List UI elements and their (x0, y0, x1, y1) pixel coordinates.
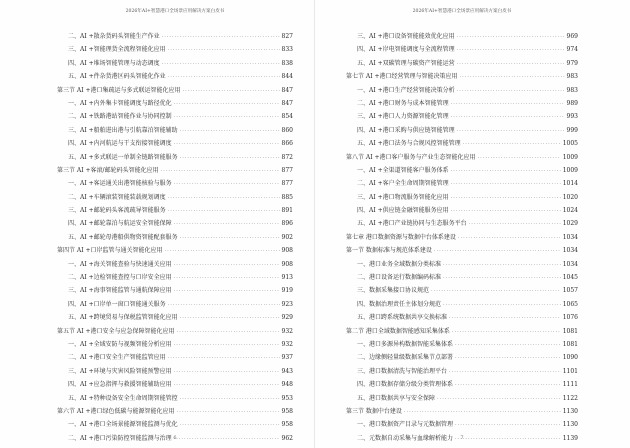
dot-leader (451, 164, 561, 177)
toc-entry-title: 第四节 AI +口岸监管与通关智能化应用 (57, 247, 163, 255)
toc-subsection-entry[interactable] (57, 271, 293, 284)
dot-leader (455, 351, 561, 364)
toc-entry-title: 二、港口设备运行数据编码标准 (357, 274, 442, 282)
toc-entry-page-number: 979 (566, 59, 578, 67)
toc-entry-page-number: 937 (281, 354, 293, 362)
toc-entry-page-number: 929 (281, 314, 293, 322)
toc-entry-title: 一、港口业务全域数据分类标准 (357, 260, 442, 268)
toc-entry-page-number: 943 (281, 367, 293, 375)
toc-subsection-entry[interactable] (346, 217, 578, 230)
toc-entry-title: 第三节 AI +客滚/邮轮码头智能化应用 (57, 166, 159, 174)
dot-leader (451, 204, 561, 217)
toc-entry-page-number: 969 (566, 32, 578, 40)
toc-entry-title: 三、AI +港口设备智能能效优化应用 (357, 32, 455, 40)
toc-subsection-entry[interactable] (57, 378, 293, 391)
toc-entry-page-number: 891 (281, 207, 293, 215)
toc-section-entry[interactable] (57, 325, 293, 338)
toc-section-entry[interactable] (57, 405, 293, 418)
toc-entry-title: 四、AI +内河航运与干支衔接智能调度 (68, 140, 172, 148)
toc-entry-title: 二、AI +铁路港站智能作业与协同控制 (68, 113, 172, 121)
toc-subsection-entry[interactable] (346, 164, 578, 177)
toc-entry-page-number: 1024 (562, 207, 578, 215)
toc-entry-title: 第三节 数据中台建设 (346, 407, 402, 415)
toc-entry-page-number: 958 (281, 407, 293, 415)
toc-entry-page-number: 847 (281, 86, 293, 94)
toc-entry-page-number: 919 (281, 287, 293, 295)
dot-leader (478, 151, 561, 164)
dot-leader (174, 378, 280, 391)
dot-leader (460, 70, 565, 83)
toc-subsection-entry[interactable] (346, 271, 578, 284)
toc-entry-page-number: 1034 (562, 233, 578, 241)
toc-entry-page-number: 999 (566, 126, 578, 134)
toc-entry-title: 二、AI +港口财务与成本智能管理 (357, 99, 449, 107)
toc-entry-title: 三、AI +智能理货全流程智能化应用 (68, 46, 166, 54)
toc-entry-page-number: 1065 (562, 300, 578, 308)
toc-entry-page-number: 885 (281, 193, 293, 201)
toc-entry-page-number: 1139 (562, 434, 578, 442)
toc-entry-title: 二、AI +边检智能查控与口岸安全应用 (68, 274, 172, 282)
toc-subsection-entry[interactable] (57, 110, 293, 123)
toc-entry-title: 二、AI +散杂货码头智能生产作业 (68, 32, 160, 40)
dot-leader (168, 43, 280, 56)
dot-leader (168, 191, 280, 204)
dot-leader (174, 365, 280, 378)
toc-entry-title: 四、AI +供应链金融智能服务应用 (357, 207, 449, 215)
toc-entry-title: 第六节 AI +港口绿色低碳与能源智能化应用 (57, 407, 175, 415)
toc-entry-page-number: 1045 (562, 274, 578, 282)
toc-subsection-entry[interactable] (57, 338, 293, 351)
toc-entry-title: 五、AI +港口产业链协同与生态服务平台 (357, 220, 467, 228)
toc-entry-title: 二、边缘侧轻量级数据采集节点部署 (357, 354, 454, 362)
toc-subsection-entry[interactable] (346, 365, 578, 378)
page-number: 6 (173, 435, 177, 441)
dot-leader (180, 151, 280, 164)
toc-entry-page-number: 948 (281, 381, 293, 389)
toc-entry-page-number: 923 (281, 300, 293, 308)
toc-section-entry[interactable] (346, 151, 578, 164)
toc-subsection-entry[interactable] (57, 177, 293, 190)
toc-section-entry[interactable] (346, 244, 578, 257)
dot-leader (443, 258, 561, 271)
toc-entry-title: 三、数据采集接口协议规范 (357, 287, 430, 295)
toc-subsection-entry[interactable] (346, 191, 578, 204)
dot-leader (168, 70, 280, 83)
toc-entry-title: 第八节 AI +港口客户服务与产业生态智能化应用 (346, 153, 476, 161)
toc-subsection-entry[interactable] (57, 351, 293, 364)
toc-entry-page-number: 902 (281, 233, 293, 241)
toc-subsection-entry[interactable] (57, 217, 293, 230)
dot-leader (434, 244, 561, 257)
toc-subsection-entry[interactable] (346, 204, 578, 217)
dot-leader (168, 204, 280, 217)
toc-entry-title: 一、AI +港口全场景能源智能监测与优化 (68, 421, 178, 429)
toc-entry-page-number: 1081 (562, 327, 578, 335)
toc-subsection-entry[interactable] (57, 70, 293, 83)
toc-entry-title: 一、AI +内外集卡智能调度与路径优化 (68, 99, 172, 107)
toc-entry-page-number: 1034 (562, 260, 578, 268)
toc-entry-title: 五、AI +件杂货港区码头智能化作业 (68, 73, 166, 81)
toc-entry-title: 五、AI +港口法务与合规风控智能管理 (357, 140, 461, 148)
toc-entry-title: 五、AI +特种设备安全生命周期智能管控 (68, 394, 178, 402)
toc-entry-title: 四、AI +港口采购与供应链智能管理 (357, 126, 455, 134)
dot-leader (162, 30, 280, 43)
dot-leader (180, 311, 280, 324)
dot-leader (469, 217, 561, 230)
toc-subsection-entry[interactable] (57, 418, 293, 431)
dot-leader (183, 84, 280, 97)
toc-entry-page-number: 860 (281, 126, 293, 134)
toc-chapter-entry[interactable] (346, 231, 578, 244)
toc-subsection-entry[interactable] (57, 298, 293, 311)
dot-leader (180, 418, 280, 431)
toc-entry-page-number: 974 (566, 46, 578, 54)
dot-leader (174, 177, 280, 190)
toc-section-entry[interactable] (346, 70, 578, 83)
dot-leader (174, 97, 280, 110)
toc-entry-title: 二、AI +客户全生命周期智能管理 (357, 180, 449, 188)
toc-subsection-entry[interactable] (346, 124, 578, 137)
toc-entry-page-number: 958 (281, 421, 293, 429)
toc-subsection-entry[interactable] (346, 110, 578, 123)
dot-leader (451, 191, 561, 204)
toc-entry-page-number: 983 (566, 86, 578, 94)
dot-leader (449, 311, 561, 324)
toc-entry-page-number: 908 (281, 260, 293, 268)
toc-subsection-entry[interactable] (57, 97, 293, 110)
dot-leader (174, 284, 280, 297)
dot-leader (174, 110, 280, 123)
dot-leader (168, 351, 280, 364)
toc-subsection-entry[interactable] (346, 392, 578, 405)
toc-subsection-entry[interactable] (346, 378, 578, 391)
toc-entry-title: 五、AI +双碳管理与碳资产智能运营 (357, 59, 455, 67)
toc-entry-title: 一、AI +全域安防与视频智能分析应用 (68, 340, 172, 348)
toc-subsection-entry[interactable] (346, 338, 578, 351)
toc-subsection-entry[interactable] (57, 151, 293, 164)
toc-list (346, 30, 578, 445)
toc-section-entry[interactable] (57, 244, 293, 257)
toc-entry-title: 五、AI +跨境贸易与保税监管智能化应用 (68, 314, 178, 322)
dot-leader (443, 298, 561, 311)
toc-subsection-entry[interactable] (57, 43, 293, 56)
toc-entry-page-number: 1122 (562, 394, 578, 402)
toc-subsection-entry[interactable] (346, 84, 578, 97)
toc-subsection-entry[interactable] (346, 351, 578, 364)
toc-entry-page-number: 866 (281, 140, 293, 148)
toc-entry-page-number: 1101 (562, 367, 578, 375)
toc-entry-title: 一、港口数据资产目录与元数据管理 (357, 421, 454, 429)
dot-leader (457, 43, 565, 56)
dot-leader (452, 325, 561, 338)
dot-leader (177, 325, 280, 338)
toc-entry-title: 五、AI +多式联运一单制全链路智能服务 (68, 153, 178, 161)
toc-entry-page-number: 854 (281, 113, 293, 121)
toc-section-entry[interactable] (57, 84, 293, 97)
toc-entry-title: 第一节 数据标准与规范体系建设 (346, 247, 432, 255)
toc-entry-title: 五、港口跨系统数据共享交换标准 (357, 314, 448, 322)
toc-list (57, 30, 293, 445)
dot-leader (174, 271, 280, 284)
dot-leader (458, 231, 561, 244)
toc-entry-title: 四、港口数据存储分级分类管理体系 (357, 381, 454, 389)
toc-entry-page-number: 1009 (562, 153, 578, 161)
toc-entry-page-number: 1081 (562, 340, 578, 348)
dot-leader (451, 110, 565, 123)
toc-entry-title: 第三节 AI +港口集疏运与多式联运智能化应用 (57, 86, 181, 94)
toc-subsection-entry[interactable] (57, 191, 293, 204)
dot-leader (451, 177, 561, 190)
toc-entry-title: 二、AI +港口安全生产智能监管应用 (68, 354, 166, 362)
toc-subsection-entry[interactable] (57, 284, 293, 297)
toc-subsection-entry[interactable] (346, 43, 578, 56)
toc-subsection-entry[interactable] (57, 392, 293, 405)
dot-leader (457, 124, 565, 137)
toc-entry-title: 一、AI +港口生产经营智能决策分析 (357, 86, 455, 94)
dot-leader (457, 57, 565, 70)
toc-entry-page-number: 844 (281, 73, 293, 81)
toc-entry-page-number: 932 (281, 340, 293, 348)
dot-leader (455, 418, 561, 431)
toc-entry-page-number: 877 (281, 166, 293, 174)
toc-entry-title: 三、AI +港口物流服务智能化应用 (357, 193, 449, 201)
dot-leader (455, 378, 561, 391)
toc-entry-title: 一、AI +客运通关出港智能核验与服务 (68, 180, 172, 188)
toc-entry-page-number: 1009 (562, 166, 578, 174)
toc-entry-page-number: 896 (281, 220, 293, 228)
dot-leader (463, 137, 561, 150)
dot-leader (180, 392, 280, 405)
toc-subsection-entry[interactable] (346, 311, 578, 324)
toc-subsection-entry[interactable] (346, 137, 578, 150)
toc-entry-title: 第二节 港口全域数据智能感知采集体系 (346, 327, 450, 335)
toc-entry-title: 二、AI +车辆滚装智能装载规划调度 (68, 193, 166, 201)
toc-entry-title: 四、AI +岸电智能调度与全流程管理 (357, 46, 455, 54)
toc-entry-page-number: 989 (566, 99, 578, 107)
dot-leader (443, 271, 561, 284)
dot-leader (174, 338, 280, 351)
dot-leader (180, 124, 280, 137)
toc-entry-page-number: 1111 (562, 381, 578, 389)
toc-entry-title: 第七节 AI +港口经营管理与智能决策应用 (346, 73, 458, 81)
dot-leader (455, 338, 561, 351)
toc-entry-title: 四、AI +堆场智能管理与动态调度 (68, 59, 160, 67)
dot-leader (165, 244, 280, 257)
toc-entry-page-number: 993 (566, 113, 578, 121)
dot-leader (457, 84, 565, 97)
toc-entry-page-number: 1076 (562, 314, 578, 322)
toc-entry-page-number: 877 (281, 180, 293, 188)
toc-entry-page-number: 932 (281, 327, 293, 335)
toc-subsection-entry[interactable] (57, 311, 293, 324)
toc-subsection-entry[interactable] (346, 57, 578, 70)
dot-leader (180, 231, 280, 244)
toc-entry-title: 四、数据治理责任主体划分规范 (357, 300, 442, 308)
toc-subsection-entry[interactable] (346, 298, 578, 311)
right-page (315, 0, 630, 448)
toc-entry-title: 二、元数据自动采集与血缘解析能力 (357, 434, 454, 442)
dot-leader (174, 217, 280, 230)
toc-entry-title: 三、AI +港口人力资源智能化管理 (357, 113, 449, 121)
dot-leader (177, 405, 280, 418)
dot-leader (449, 365, 561, 378)
dot-leader (457, 30, 565, 43)
toc-entry-page-number: 872 (281, 153, 293, 161)
toc-entry-page-number: 1057 (562, 287, 578, 295)
toc-entry-page-number: 962 (281, 434, 293, 442)
toc-subsection-entry[interactable] (346, 284, 578, 297)
toc-entry-page-number: 913 (281, 274, 293, 282)
toc-entry-page-number: 953 (281, 394, 293, 402)
dot-leader (404, 405, 561, 418)
toc-entry-title: 三、AI +船舶进出港与引航靠泊智能辅助 (68, 126, 178, 134)
toc-entry-title: 第五节 AI +港口安全与应急保障智能化应用 (57, 327, 175, 335)
toc-subsection-entry[interactable] (346, 418, 578, 431)
toc-subsection-entry[interactable] (346, 258, 578, 271)
toc-subsection-entry[interactable] (346, 97, 578, 110)
toc-entry-page-number: 1020 (562, 193, 578, 201)
toc-entry-title: 三、港口数据清洗与智能治理平台 (357, 367, 448, 375)
toc-subsection-entry[interactable] (57, 124, 293, 137)
toc-entry-page-number: 983 (566, 73, 578, 81)
dot-leader (162, 57, 280, 70)
toc-entry-title: 四、AI +口岸单一窗口智能通关服务 (68, 300, 166, 308)
running-head: 2026年AI+智慧港口全场景应用解决方案白皮书 (125, 9, 225, 14)
toc-entry-title: 二、AI +港口污染防控智能监测与治理 (68, 434, 172, 442)
toc-entry-page-number: 908 (281, 247, 293, 255)
toc-subsection-entry[interactable] (57, 258, 293, 271)
toc-entry-page-number: 1014 (562, 180, 578, 188)
toc-entry-title: 第七章 港口数据资源与数据中台体系建设 (346, 233, 456, 241)
toc-subsection-entry[interactable] (57, 204, 293, 217)
toc-entry-page-number: 838 (281, 59, 293, 67)
toc-entry-title: 五、AI +邮轮母港船供物资智能配套服务 (68, 233, 178, 241)
dot-leader (174, 137, 280, 150)
toc-section-entry[interactable] (346, 325, 578, 338)
dot-leader (168, 298, 280, 311)
toc-entry-page-number: 827 (281, 32, 293, 40)
toc-entry-title: 四、AI +邮轮靠泊与航运安全智能保障 (68, 220, 172, 228)
toc-entry-page-number: 847 (281, 99, 293, 107)
toc-entry-title: 五、港口数据共享与安全保障 (357, 394, 436, 402)
toc-entry-page-number: 1005 (562, 140, 578, 148)
toc-subsection-entry[interactable] (346, 177, 578, 190)
dot-leader (437, 392, 561, 405)
toc-entry-title: 三、AI +海事智能监管与通航保障应用 (68, 287, 172, 295)
toc-entry-page-number: 1029 (562, 220, 578, 228)
toc-section-entry[interactable] (57, 164, 293, 177)
toc-entry-title: 三、AI +邮轮码头客流疏导智能服务 (68, 207, 166, 215)
dot-leader (431, 284, 561, 297)
toc-subsection-entry[interactable] (346, 30, 578, 43)
toc-entry-page-number: 1090 (562, 354, 578, 362)
toc-subsection-entry[interactable] (57, 137, 293, 150)
dot-leader (161, 164, 280, 177)
toc-entry-page-number: 1130 (562, 407, 578, 415)
toc-entry-title: 三、AI +环境与灾害风险智能预警应用 (68, 367, 172, 375)
running-head: 2026年AI+智慧港口全场景应用解决方案白皮书 (412, 9, 512, 14)
dot-leader (174, 258, 280, 271)
toc-entry-title: 一、港口多源异构数据智能采集体系 (357, 340, 454, 348)
dot-leader (451, 97, 565, 110)
toc-entry-page-number: 1034 (562, 247, 578, 255)
toc-section-entry[interactable] (346, 405, 578, 418)
toc-entry-page-number: 1130 (562, 421, 578, 429)
toc-subsection-entry[interactable] (57, 231, 293, 244)
toc-subsection-entry[interactable] (57, 30, 293, 43)
toc-entry-title: 一、AI +全渠道智能客户服务体系 (357, 166, 449, 174)
toc-entry-title: 四、AI +应急指挥与救援智能辅助应用 (68, 381, 172, 389)
toc-entry-title: 一、AI +海关智能查验与快速通关应用 (68, 260, 172, 268)
page-number: 7 (460, 435, 464, 441)
toc-subsection-entry[interactable] (57, 57, 293, 70)
toc-subsection-entry[interactable] (57, 365, 293, 378)
toc-entry-page-number: 833 (281, 46, 293, 54)
